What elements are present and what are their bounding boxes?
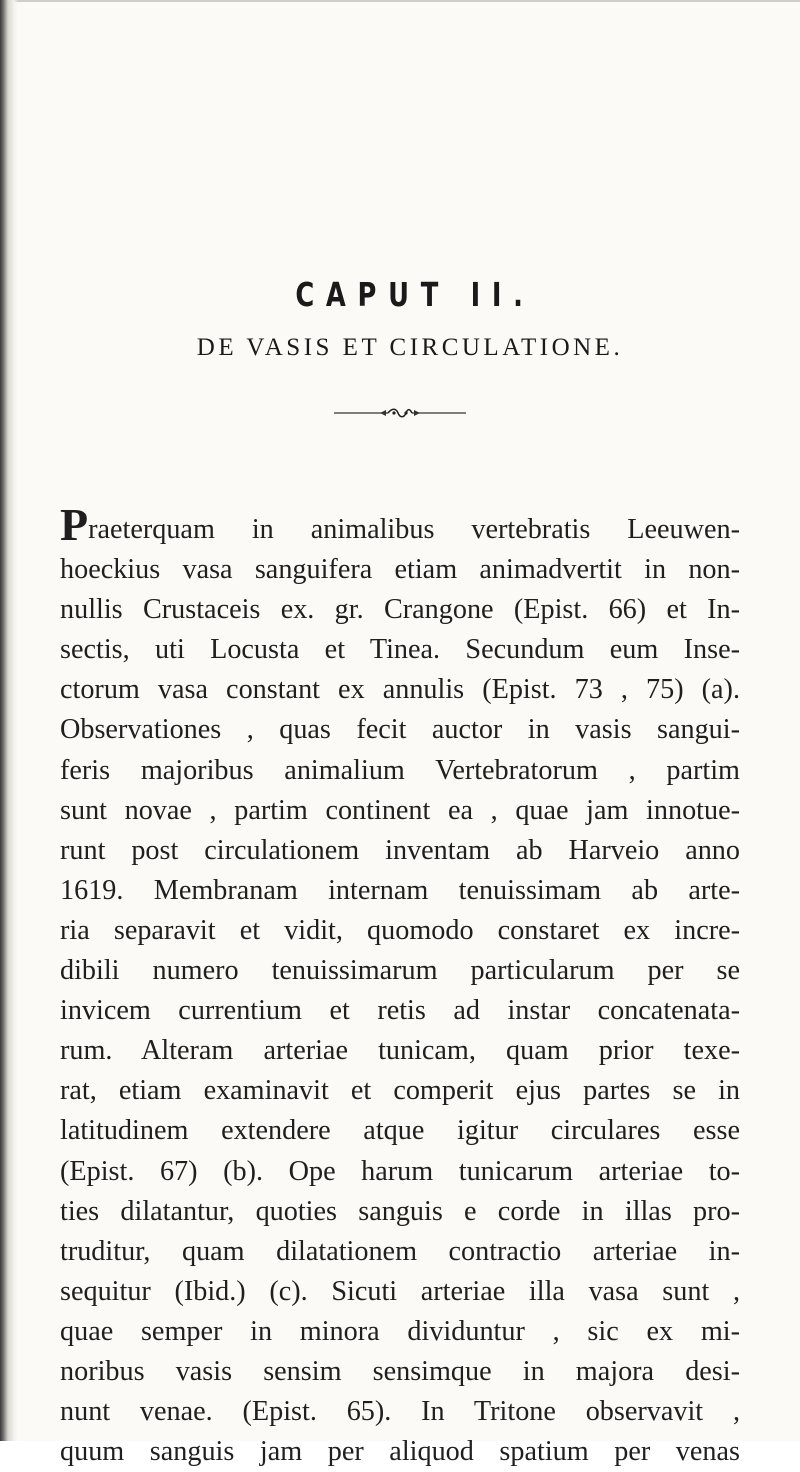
- chapter-title: CAPUT II.: [295, 275, 535, 314]
- text-line-22: noribus vasis sensim sensimque in majora desi-: [60, 1355, 740, 1387]
- text-line-4: sectis, uti Locusta et Tinea. Secundum eum Inse-: [60, 634, 740, 666]
- text-line-8: sunt novae , partim continent ea , quae jam innotue-: [60, 794, 740, 826]
- body-paragraph: [60, 499, 740, 1472]
- printer-ornament-rule-icon: [330, 406, 470, 420]
- text-line-1-rest: raeterquam in animalibus vertebratis Leeuwen-: [88, 514, 740, 545]
- chapter-subtitle: DE VASIS ET CIRCULATIONE.: [196, 334, 624, 361]
- text-line-18: ties dilatantur, quoties sanguis e corde in illas pro-: [60, 1195, 740, 1227]
- text-line-16: latitudinem extendere atque igitur circulares esse: [60, 1115, 740, 1147]
- initial-letter: P: [60, 499, 89, 550]
- text-line-9: runt post circulationem inventam ab Harveio anno: [60, 834, 740, 866]
- text-line-23: nunt venae. (Epist. 65). In Tritone observavit ,: [60, 1396, 740, 1428]
- binding-shadow: [0, 0, 18, 1441]
- text-line-17: (Epist. 67) (b). Ope harum tunicarum arteriae to-: [60, 1155, 740, 1187]
- page-top-edge: [0, 0, 800, 2]
- text-line-21: quae semper in minora dividuntur , sic ex mi-: [60, 1315, 740, 1347]
- text-line-7: feris majoribus animalium Vertebratorum , partim: [60, 754, 740, 786]
- text-line-15: rat, etiam examinavit et comperit ejus partes se in: [60, 1075, 740, 1107]
- text-line-6: Observationes , quas fecit auctor in vasis sangui-: [60, 714, 740, 746]
- text-line-24: quum sanguis jam per aliquod spatium per venas: [60, 1436, 740, 1468]
- text-line-12: dibili numero tenuissimarum particularum per se: [60, 955, 740, 987]
- text-line-14: rum. Alteram arteriae tunicam, quam prior texe-: [60, 1035, 740, 1067]
- text-line-2: hoeckius vasa sanguifera etiam animadvertit in non-: [60, 554, 740, 586]
- text-line-20: sequitur (Ibid.) (c). Sicuti arteriae illa vasa sunt ,: [60, 1275, 740, 1307]
- text-line-10: 1619. Membranam internam tenuissimam ab arte-: [60, 874, 740, 906]
- text-line-3: nullis Crustaceis ex. gr. Crangone (Epist. 66) et In-: [60, 594, 740, 626]
- text-line-13: invicem currentium et retis ad instar concatenata-: [60, 995, 740, 1027]
- text-line-1: [60, 499, 740, 550]
- text-line-19: truditur, quam dilatationem contractio arteriae in-: [60, 1235, 740, 1267]
- text-line-5: ctorum vasa constant ex annulis (Epist. 73 , 75) (a).: [60, 674, 740, 706]
- text-line-11: ria separavit et vidit, quomodo constaret ex incre-: [60, 914, 740, 946]
